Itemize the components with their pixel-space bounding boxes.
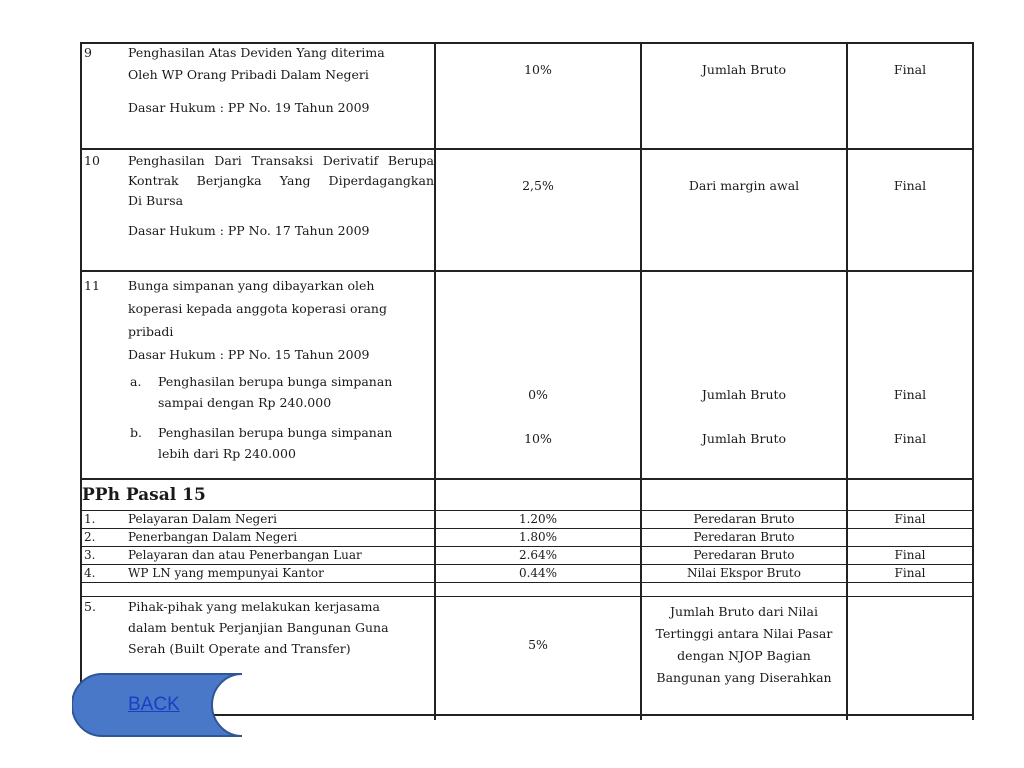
- tax-rate: 1.80%: [518, 530, 558, 544]
- tax-nature: Final: [893, 387, 927, 402]
- tax-base-line: Bangunan yang Diserahkan: [656, 670, 832, 685]
- sub-item-line: sampai dengan Rp 240.000: [158, 395, 332, 410]
- legal-basis: Dasar Hukum : PP No. 15 Tahun 2009: [128, 347, 370, 362]
- row-number: 5.: [84, 599, 96, 614]
- row-description: Penerbangan Dalam Negeri: [128, 530, 298, 544]
- back-link[interactable]: BACK: [128, 694, 180, 715]
- tax-base-line: dengan NJOP Bagian: [677, 648, 811, 663]
- row-description-line: Penghasilan Atas Deviden Yang diterima: [128, 45, 385, 60]
- row-number: 11: [84, 278, 100, 293]
- row-divider: [80, 546, 974, 547]
- tax-rate: 0%: [528, 387, 548, 402]
- sub-item-letter: a.: [130, 374, 142, 389]
- row-divider: [80, 148, 974, 150]
- row-number: 10: [84, 153, 100, 168]
- tax-nature: Final: [894, 512, 926, 526]
- tax-nature: Final: [894, 548, 926, 562]
- tax-base: Peredaran Bruto: [693, 548, 795, 562]
- row-description-line: koperasi kepada anggota koperasi orang: [128, 301, 387, 316]
- row-description: WP LN yang mempunyai Kantor: [128, 566, 324, 580]
- row-number: 1.: [84, 512, 96, 526]
- tax-base: Nilai Ekspor Bruto: [687, 566, 801, 580]
- tax-rate: 0.44%: [518, 566, 558, 580]
- section-title: PPh Pasal 15: [82, 485, 206, 505]
- tax-base-line: Jumlah Bruto dari Nilai: [670, 604, 818, 619]
- tax-base: Peredaran Bruto: [693, 530, 795, 544]
- row-description-line: dalam bentuk Perjanjian Bangunan Guna: [128, 620, 389, 635]
- tax-rate: 1.20%: [518, 512, 558, 526]
- table-border-right: [972, 42, 974, 720]
- row-number: 9: [84, 45, 92, 60]
- sub-item-line: Penghasilan berupa bunga simpanan: [158, 374, 393, 389]
- row-description-line: Penghasilan Dari Transaksi Derivatif Berupa: [128, 153, 434, 168]
- row-description-line: Serah (Built Operate and Transfer): [128, 641, 351, 656]
- row-number: 2.: [84, 530, 96, 544]
- column-divider-1: [434, 42, 436, 720]
- row-description-line: Kontrak Berjangka Yang Diperdagangkan: [128, 173, 434, 188]
- table-border-left: [80, 42, 82, 720]
- row-description-line: Oleh WP Orang Pribadi Dalam Negeri: [128, 67, 369, 82]
- column-divider-3: [846, 42, 848, 720]
- legal-basis: Dasar Hukum : PP No. 17 Tahun 2009: [128, 223, 370, 238]
- row-description: Pelayaran Dalam Negeri: [128, 512, 277, 526]
- tax-nature: Final: [893, 62, 927, 77]
- row-description: Pelayaran dan atau Penerbangan Luar: [128, 548, 362, 562]
- tax-base: Peredaran Bruto: [693, 512, 795, 526]
- tax-base: Jumlah Bruto: [701, 431, 787, 446]
- row-divider: [80, 596, 974, 597]
- legal-basis: Dasar Hukum : PP No. 19 Tahun 2009: [128, 100, 370, 115]
- tax-nature: Final: [894, 566, 926, 580]
- row-divider: [80, 528, 974, 529]
- row-divider: [80, 510, 974, 511]
- sub-item-line: lebih dari Rp 240.000: [158, 446, 296, 461]
- tax-base-line: Tertinggi antara Nilai Pasar: [655, 626, 833, 641]
- tax-rate: 5%: [528, 637, 548, 652]
- row-description-line: Bunga simpanan yang dibayarkan oleh: [128, 278, 375, 293]
- row-number: 3.: [84, 548, 96, 562]
- row-description-line: Di Bursa: [128, 193, 184, 208]
- sub-item-letter: b.: [130, 425, 142, 440]
- row-divider: [80, 564, 974, 565]
- row-divider: [80, 270, 974, 272]
- tax-nature: Final: [893, 178, 927, 193]
- tax-base: Dari margin awal: [688, 178, 800, 193]
- row-description-line: pribadi: [128, 324, 174, 339]
- row-description-line: Pihak-pihak yang melakukan kerjasama: [128, 599, 380, 614]
- tax-rate: 2.64%: [518, 548, 558, 562]
- tax-rate: 2,5%: [522, 178, 554, 193]
- row-divider: [80, 478, 974, 480]
- row-number: 4.: [84, 566, 96, 580]
- tax-rate: 10%: [524, 62, 552, 77]
- tax-nature: Final: [893, 431, 927, 446]
- tax-base: Jumlah Bruto: [701, 387, 787, 402]
- sub-item-line: Penghasilan berupa bunga simpanan: [158, 425, 393, 440]
- tax-base: Jumlah Bruto: [701, 62, 787, 77]
- row-divider: [80, 582, 974, 583]
- tax-rate: 10%: [524, 431, 552, 446]
